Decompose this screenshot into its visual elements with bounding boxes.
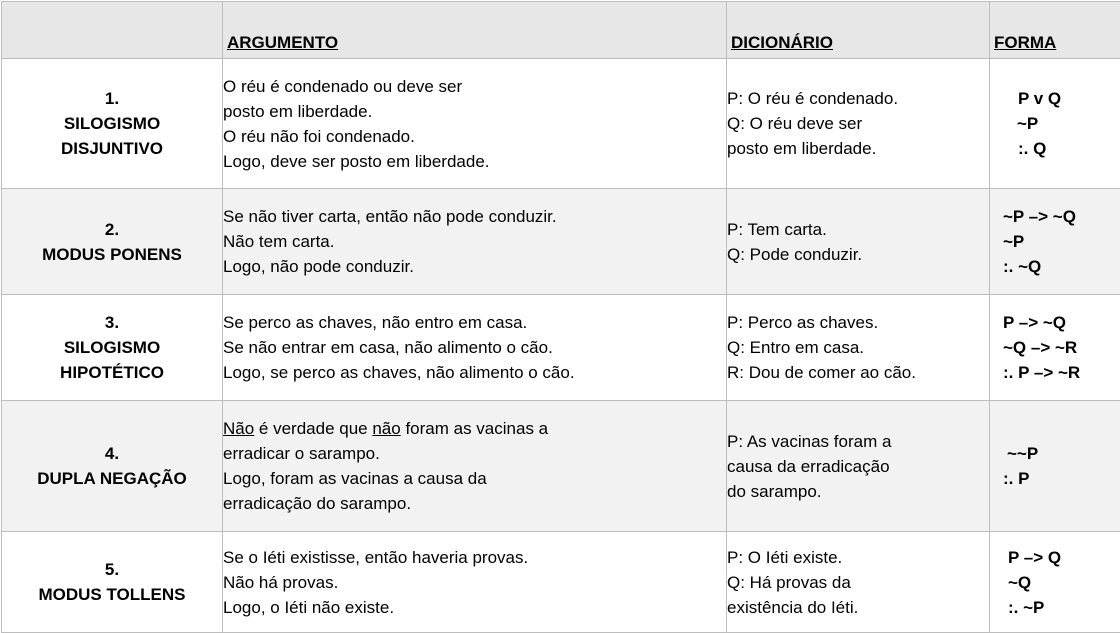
dicionario-cell bbox=[727, 401, 990, 532]
dicionario-line: P: O Iéti existe. bbox=[727, 545, 989, 570]
table-header-row bbox=[2, 2, 1120, 59]
argument-name-line: DISJUNTIVO bbox=[2, 136, 222, 161]
header-blank-cell bbox=[2, 2, 223, 59]
argument-name-cell bbox=[2, 189, 223, 295]
forma-line: :. P bbox=[1003, 466, 1120, 491]
forma-line: ~~P bbox=[1007, 441, 1120, 466]
argumento-line: Se não tiver carta, então não pode conduzir. bbox=[223, 204, 726, 229]
argument-name-line: MODUS TOLLENS bbox=[2, 582, 222, 607]
header-argumento: ARGUMENTO bbox=[223, 2, 727, 59]
argumento-line: Se não entrar em casa, não alimento o cão. bbox=[223, 335, 726, 360]
argument-number: 2. bbox=[2, 217, 222, 242]
dicionario-cell bbox=[727, 295, 990, 401]
dicionario-line: P: Tem carta. bbox=[727, 217, 989, 242]
argumento-line: erradicação do sarampo. bbox=[223, 491, 726, 516]
argumento-line: erradicar o sarampo. bbox=[223, 441, 726, 466]
argumento-line: Logo, deve ser posto em liberdade. bbox=[223, 149, 726, 174]
dicionario-line: P: As vacinas foram a bbox=[727, 429, 989, 454]
forma-line: P –> ~Q bbox=[1003, 310, 1120, 335]
argumento-line: Não há provas. bbox=[223, 570, 726, 595]
forma-cell bbox=[990, 532, 1120, 633]
dicionario-line: R: Dou de comer ao cão. bbox=[727, 360, 989, 385]
argumento-line: O réu é condenado ou deve ser bbox=[223, 74, 726, 99]
argument-name-cell bbox=[2, 59, 223, 189]
argumento-cell bbox=[223, 189, 727, 295]
table-row bbox=[2, 59, 1120, 189]
dicionario-line: P: Perco as chaves. bbox=[727, 310, 989, 335]
dicionario-cell bbox=[727, 189, 990, 295]
argumento-cell bbox=[223, 401, 727, 532]
argument-number: 3. bbox=[2, 310, 222, 335]
dicionario-line: causa da erradicação bbox=[727, 454, 989, 479]
forma-cell bbox=[990, 189, 1120, 295]
forma-line: :. ~Q bbox=[1003, 254, 1120, 279]
forma-line: ~Q –> ~R bbox=[1003, 335, 1120, 360]
argument-number: 4. bbox=[2, 441, 222, 466]
argumento-line: posto em liberdade. bbox=[223, 99, 726, 124]
forma-cell bbox=[990, 295, 1120, 401]
underlined-word: Não bbox=[223, 419, 254, 438]
dicionario-line: Q: Pode conduzir. bbox=[727, 242, 989, 267]
forma-line: ~P bbox=[1003, 229, 1120, 254]
dicionario-line: Q: O réu deve ser bbox=[727, 111, 989, 136]
dicionario-line: do sarampo. bbox=[727, 479, 989, 504]
argument-name-line: SILOGISMO bbox=[2, 111, 222, 136]
argument-name-line: SILOGISMO bbox=[2, 335, 222, 360]
argument-name-line: HIPOTÉTICO bbox=[2, 360, 222, 385]
forma-line: :. Q bbox=[1018, 136, 1120, 161]
forma-line: ~P bbox=[1017, 111, 1120, 136]
argumento-line: Não é verdade que não foram as vacinas a bbox=[223, 416, 726, 441]
forma-cell bbox=[990, 401, 1120, 532]
argument-number: 1. bbox=[2, 86, 222, 111]
forma-line: P v Q bbox=[1018, 86, 1120, 111]
table-row bbox=[2, 532, 1120, 633]
argument-name-cell bbox=[2, 532, 223, 633]
underlined-word: não bbox=[372, 419, 400, 438]
dicionario-cell bbox=[727, 532, 990, 633]
argumento-cell bbox=[223, 59, 727, 189]
argumento-line: Se perco as chaves, não entro em casa. bbox=[223, 310, 726, 335]
argumento-cell bbox=[223, 532, 727, 633]
dicionario-line: P: O réu é condenado. bbox=[727, 86, 989, 111]
header-dicionario: DICIONÁRIO bbox=[727, 2, 990, 59]
argumento-line: Logo, não pode conduzir. bbox=[223, 254, 726, 279]
forma-line: ~P –> ~Q bbox=[1003, 204, 1120, 229]
table-row bbox=[2, 295, 1120, 401]
forma-line: :. P –> ~R bbox=[1003, 360, 1120, 385]
argumento-line: Logo, o Iéti não existe. bbox=[223, 595, 726, 620]
argument-name-line: MODUS PONENS bbox=[2, 242, 222, 267]
argument-name-line: DUPLA NEGAÇÃO bbox=[2, 466, 222, 491]
argumento-cell bbox=[223, 295, 727, 401]
dicionario-cell bbox=[727, 59, 990, 189]
argumento-line: Logo, se perco as chaves, não alimento o cão. bbox=[223, 360, 726, 385]
dicionario-line: Q: Entro em casa. bbox=[727, 335, 989, 360]
table-row bbox=[2, 401, 1120, 532]
logic-forms-table bbox=[1, 1, 1120, 633]
dicionario-line: existência do Iéti. bbox=[727, 595, 989, 620]
forma-line: P –> Q bbox=[1008, 545, 1120, 570]
header-forma: FORMA bbox=[990, 2, 1120, 59]
argumento-line: Não tem carta. bbox=[223, 229, 726, 254]
argument-name-cell bbox=[2, 295, 223, 401]
argumento-line: Se o Iéti existisse, então haveria provas. bbox=[223, 545, 726, 570]
argumento-line: O réu não foi condenado. bbox=[223, 124, 726, 149]
table-row bbox=[2, 189, 1120, 295]
dicionario-line: posto em liberdade. bbox=[727, 136, 989, 161]
argumento-line: Logo, foram as vacinas a causa da bbox=[223, 466, 726, 491]
argument-name-cell bbox=[2, 401, 223, 532]
forma-cell bbox=[990, 59, 1120, 189]
forma-line: :. ~P bbox=[1008, 595, 1120, 620]
dicionario-line: Q: Há provas da bbox=[727, 570, 989, 595]
argument-number: 5. bbox=[2, 557, 222, 582]
forma-line: ~Q bbox=[1008, 570, 1120, 595]
